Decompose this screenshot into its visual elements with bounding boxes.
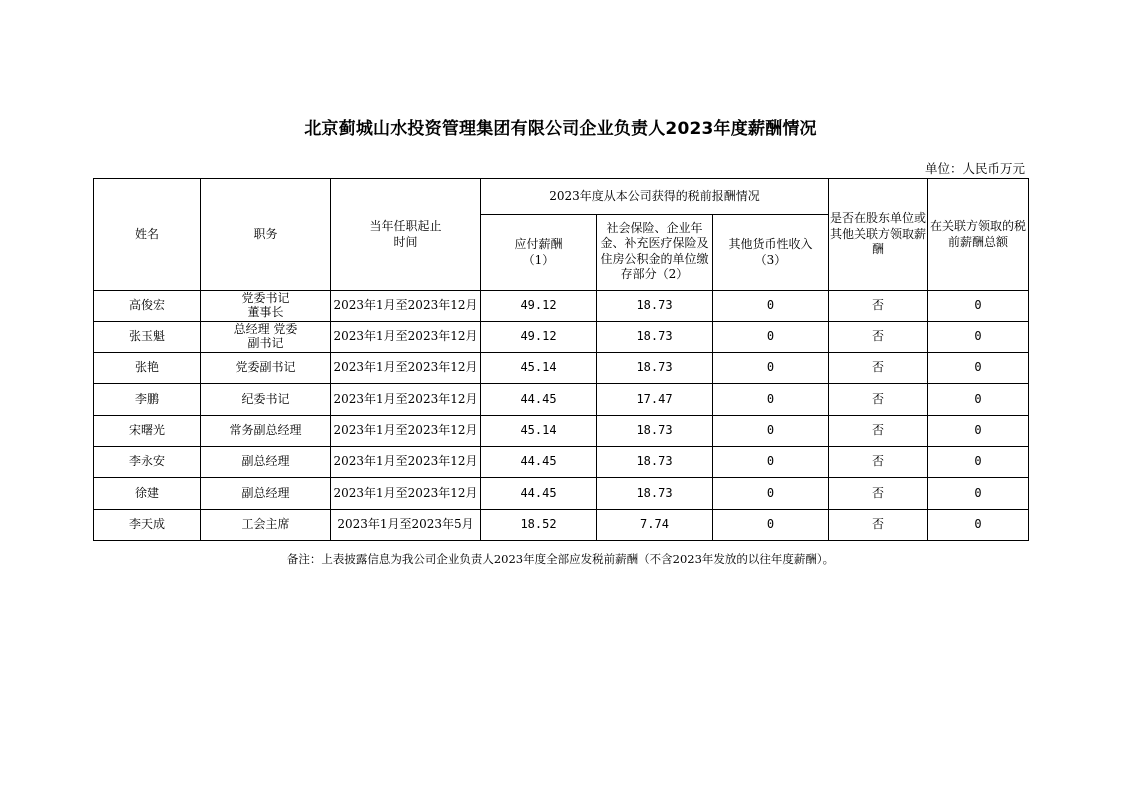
salary-table <box>93 178 1029 541</box>
cell-social: 18.73 <box>597 291 713 322</box>
cell-social: 18.73 <box>597 447 713 478</box>
table-row <box>94 384 1029 416</box>
table-row <box>94 447 1029 478</box>
header-term <box>331 179 481 291</box>
cell-shareholder: 否 <box>829 353 928 384</box>
cell-name: 徐建 <box>94 478 201 510</box>
cell-position-text: 总经理 党委副书记 <box>233 322 298 350</box>
cell-position <box>201 322 331 353</box>
cell-position: 副总经理 <box>201 447 331 478</box>
cell-other: 0 <box>713 353 829 384</box>
cell-other: 0 <box>713 478 829 510</box>
header-payable <box>481 215 597 291</box>
cell-shareholder: 否 <box>829 384 928 416</box>
cell-social: 18.73 <box>597 478 713 510</box>
cell-related: 0 <box>928 416 1029 447</box>
cell-name: 李天成 <box>94 510 201 541</box>
cell-other: 0 <box>713 510 829 541</box>
cell-other: 0 <box>713 447 829 478</box>
header-position: 职务 <box>201 179 331 291</box>
cell-term: 2023年1月至2023年5月 <box>331 510 481 541</box>
cell-position <box>201 291 331 322</box>
cell-shareholder: 否 <box>829 478 928 510</box>
cell-position: 纪委书记 <box>201 384 331 416</box>
cell-other: 0 <box>713 322 829 353</box>
cell-name: 张玉魁 <box>94 322 201 353</box>
cell-payable: 18.52 <box>481 510 597 541</box>
cell-related: 0 <box>928 384 1029 416</box>
cell-payable: 44.45 <box>481 384 597 416</box>
cell-name: 高俊宏 <box>94 291 201 322</box>
cell-term: 2023年1月至2023年12月 <box>331 384 481 416</box>
header-related-total <box>928 179 1029 291</box>
header-other-text: 其他货币性收入（3） <box>728 236 813 267</box>
table-row <box>94 291 1029 322</box>
header-group: 2023年度从本公司获得的税前报酬情况 <box>481 179 829 215</box>
cell-term: 2023年1月至2023年12月 <box>331 447 481 478</box>
cell-term: 2023年1月至2023年12月 <box>331 291 481 322</box>
cell-term: 2023年1月至2023年12月 <box>331 416 481 447</box>
cell-payable: 49.12 <box>481 291 597 322</box>
cell-other: 0 <box>713 384 829 416</box>
cell-other: 0 <box>713 291 829 322</box>
cell-shareholder: 否 <box>829 510 928 541</box>
cell-other: 0 <box>713 416 829 447</box>
header-related-total-text: 在关联方领取的税前薪酬总额 <box>930 218 1027 249</box>
table-row <box>94 322 1029 353</box>
cell-shareholder: 否 <box>829 416 928 447</box>
cell-payable: 45.14 <box>481 353 597 384</box>
cell-social: 18.73 <box>597 353 713 384</box>
cell-payable: 44.45 <box>481 478 597 510</box>
cell-shareholder: 否 <box>829 291 928 322</box>
cell-payable: 45.14 <box>481 416 597 447</box>
cell-social: 17.47 <box>597 384 713 416</box>
header-social <box>597 215 713 291</box>
cell-social: 7.74 <box>597 510 713 541</box>
table-row <box>94 353 1029 384</box>
cell-position: 工会主席 <box>201 510 331 541</box>
cell-related: 0 <box>928 447 1029 478</box>
cell-name: 李永安 <box>94 447 201 478</box>
cell-related: 0 <box>928 478 1029 510</box>
cell-related: 0 <box>928 291 1029 322</box>
cell-shareholder: 否 <box>829 322 928 353</box>
footnote: 备注：上表披露信息为我公司企业负责人2023年度全部应发税前薪酬（不含2023年发放的以往年度薪酬）。 <box>286 552 835 566</box>
cell-related: 0 <box>928 353 1029 384</box>
header-term-text: 当年任职起止时间 <box>369 218 442 249</box>
cell-position: 副总经理 <box>201 478 331 510</box>
header-name: 姓名 <box>94 179 201 291</box>
header-payable-text: 应付薪酬（1） <box>514 236 563 267</box>
cell-term: 2023年1月至2023年12月 <box>331 322 481 353</box>
cell-term: 2023年1月至2023年12月 <box>331 478 481 510</box>
cell-payable: 49.12 <box>481 322 597 353</box>
cell-social: 18.73 <box>597 416 713 447</box>
header-shareholder-text: 是否在股东单位或其他关联方领取薪酬 <box>830 211 927 257</box>
cell-term: 2023年1月至2023年12月 <box>331 353 481 384</box>
cell-position: 党委副书记 <box>201 353 331 384</box>
table-row <box>94 478 1029 510</box>
cell-name: 宋曙光 <box>94 416 201 447</box>
table-row <box>94 510 1029 541</box>
header-other <box>713 215 829 291</box>
cell-shareholder: 否 <box>829 447 928 478</box>
cell-name: 张艳 <box>94 353 201 384</box>
cell-position-text: 党委书记 董事长 <box>241 291 290 319</box>
header-shareholder <box>829 179 928 291</box>
header-social-text: 社会保险、企业年金、补充医疗保险及住房公积金的单位缴存部分（2） <box>600 220 709 282</box>
cell-name: 李鹏 <box>94 384 201 416</box>
page-title: 北京蓟城山水投资管理集团有限公司企业负责人2023年度薪酬情况 <box>304 119 817 139</box>
cell-social: 18.73 <box>597 322 713 353</box>
cell-related: 0 <box>928 510 1029 541</box>
cell-position: 常务副总经理 <box>201 416 331 447</box>
cell-related: 0 <box>928 322 1029 353</box>
unit-label: 单位：人民币万元 <box>924 161 1025 176</box>
cell-payable: 44.45 <box>481 447 597 478</box>
table-row <box>94 416 1029 447</box>
